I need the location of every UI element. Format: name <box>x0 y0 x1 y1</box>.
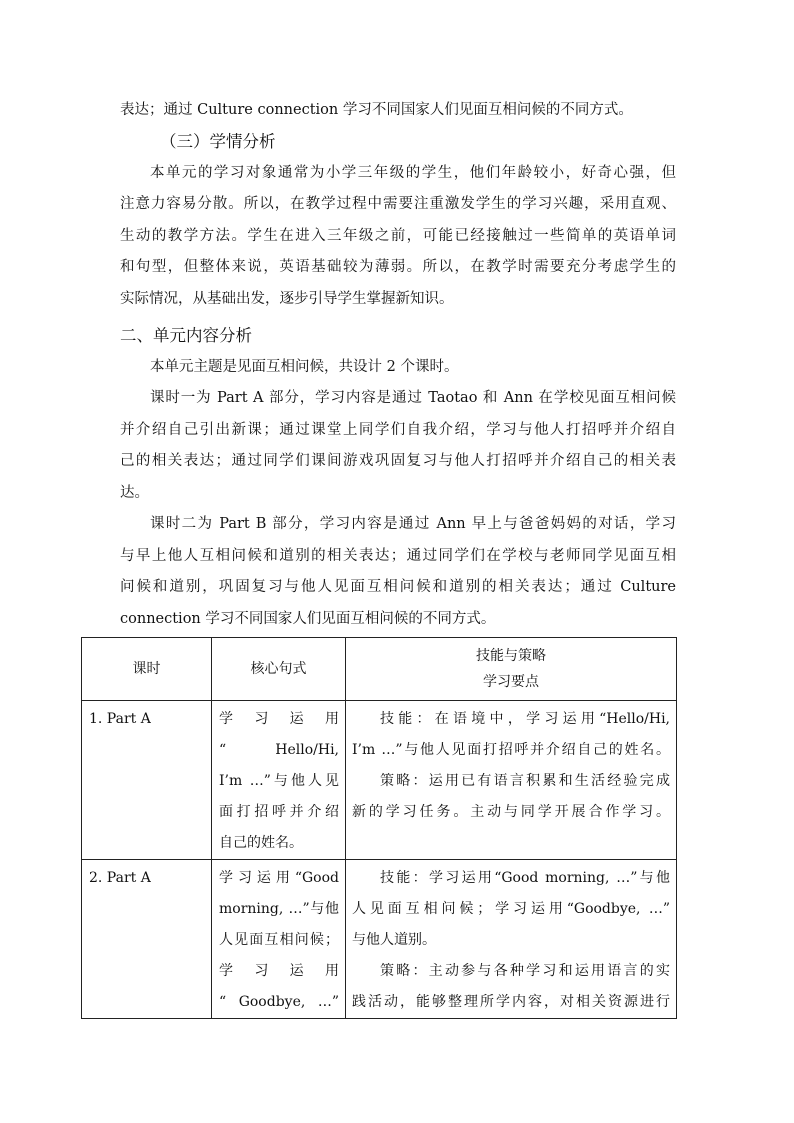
text-line: 本单元的学习对象通常为小学三年级的学生，他们年龄较小，好奇心强，但 <box>150 164 676 181</box>
header-lesson: 课时 <box>82 638 212 701</box>
header-core-sentence: 核心句式 <box>212 638 346 701</box>
text-line: 课时一为 Part A 部分，学习内容是通过 Taotao 和 Ann 在学校见面互相问候 <box>150 390 676 406</box>
table-row <box>82 701 677 860</box>
intro-paragraph <box>120 95 676 127</box>
table-header-row <box>82 638 677 701</box>
skills-cell: 技能：在语境中，学习运用“Hello/Hi, I’m …”与他人见面打招呼并介绍自己的姓名。 策略：运用已有语言积累和生活经验完成 新的学习任务。主动与同学开展合作学习。 <box>346 701 677 860</box>
skills-cell: 技能：学习运用“Good morning, …”与他 人见面互相问候；学习运用“Goodbye, …” 与他人道别。 策略：主动参与各种学习和运用语言的实 践活动，能够整理所学内容，对相关资源进行 <box>346 860 677 1019</box>
table-row <box>82 860 677 1019</box>
learner-analysis-section <box>120 126 676 315</box>
lesson-cell: 1. Part A <box>82 701 212 860</box>
section-heading: 二、单元内容分析 <box>120 326 252 345</box>
text-line: 己的相关表达；通过同学们课间游戏巩固复习与他人打招呼并介绍自己的相关表 <box>120 453 676 469</box>
text-line: 生动的教学方法。学生在进入三年级之前，可能已经接触过一些简单的英语单词 <box>120 227 676 244</box>
text-line: 和句型，但整体来说，英语基础较为薄弱。所以，在教学时需要充分考虑学生的 <box>120 259 676 275</box>
lesson-table <box>81 637 677 1019</box>
header-line: 学习要点 <box>483 674 539 690</box>
text-line: 问候和道别，巩固复习与他人见面互相问候和道别的相关表达；通过 Culture <box>120 579 676 595</box>
lesson-cell: 2. Part A <box>82 860 212 1019</box>
text-line: 实际情况，从基础出发，逐步引导学生掌握新知识。 <box>120 290 454 307</box>
text-line: 与早上他人互相问候和道别的相关表达；通过同学们在学校与老师同学见面互相 <box>120 547 676 564</box>
header-line: 技能与策略 <box>476 648 546 664</box>
text-line: 达。 <box>120 484 149 501</box>
text-line: connection 学习不同国家人们见面互相问候的不同方式。 <box>120 610 496 627</box>
text-line: 课时二为 Part B 部分，学习内容是通过 Ann 早上与爸爸妈妈的对话，学习 <box>150 516 676 532</box>
core-sentence-cell: 学习运用“Good morning, …”与他 人见面互相问候； 学 习 运 用 “ Goodbye, …” <box>212 860 346 1019</box>
text-line: 本单元主题是见面互相问候，共设计 2 个课时。 <box>150 358 459 375</box>
text-line: 表达；通过 Culture connection 学习不同国家人们见面互相问候的不同方式。 <box>120 102 633 118</box>
header-skills-strategies <box>346 638 677 701</box>
text-line: 并介绍自己引出新课；通过课堂上同学们自我介绍，学习与他人打招呼并介绍自 <box>120 421 676 438</box>
core-sentence-cell: 学 习 运 用 “ Hello/Hi, I’m …”与他人见 面打招呼并介绍 自己的姓名。 <box>212 701 346 860</box>
section-heading: （三）学情分析 <box>160 132 276 151</box>
text-line: 注意力容易分散。所以，在教学过程中需要注重激发学生的学习兴趣，采用直观、 <box>120 196 676 212</box>
unit-content-section <box>120 320 676 635</box>
